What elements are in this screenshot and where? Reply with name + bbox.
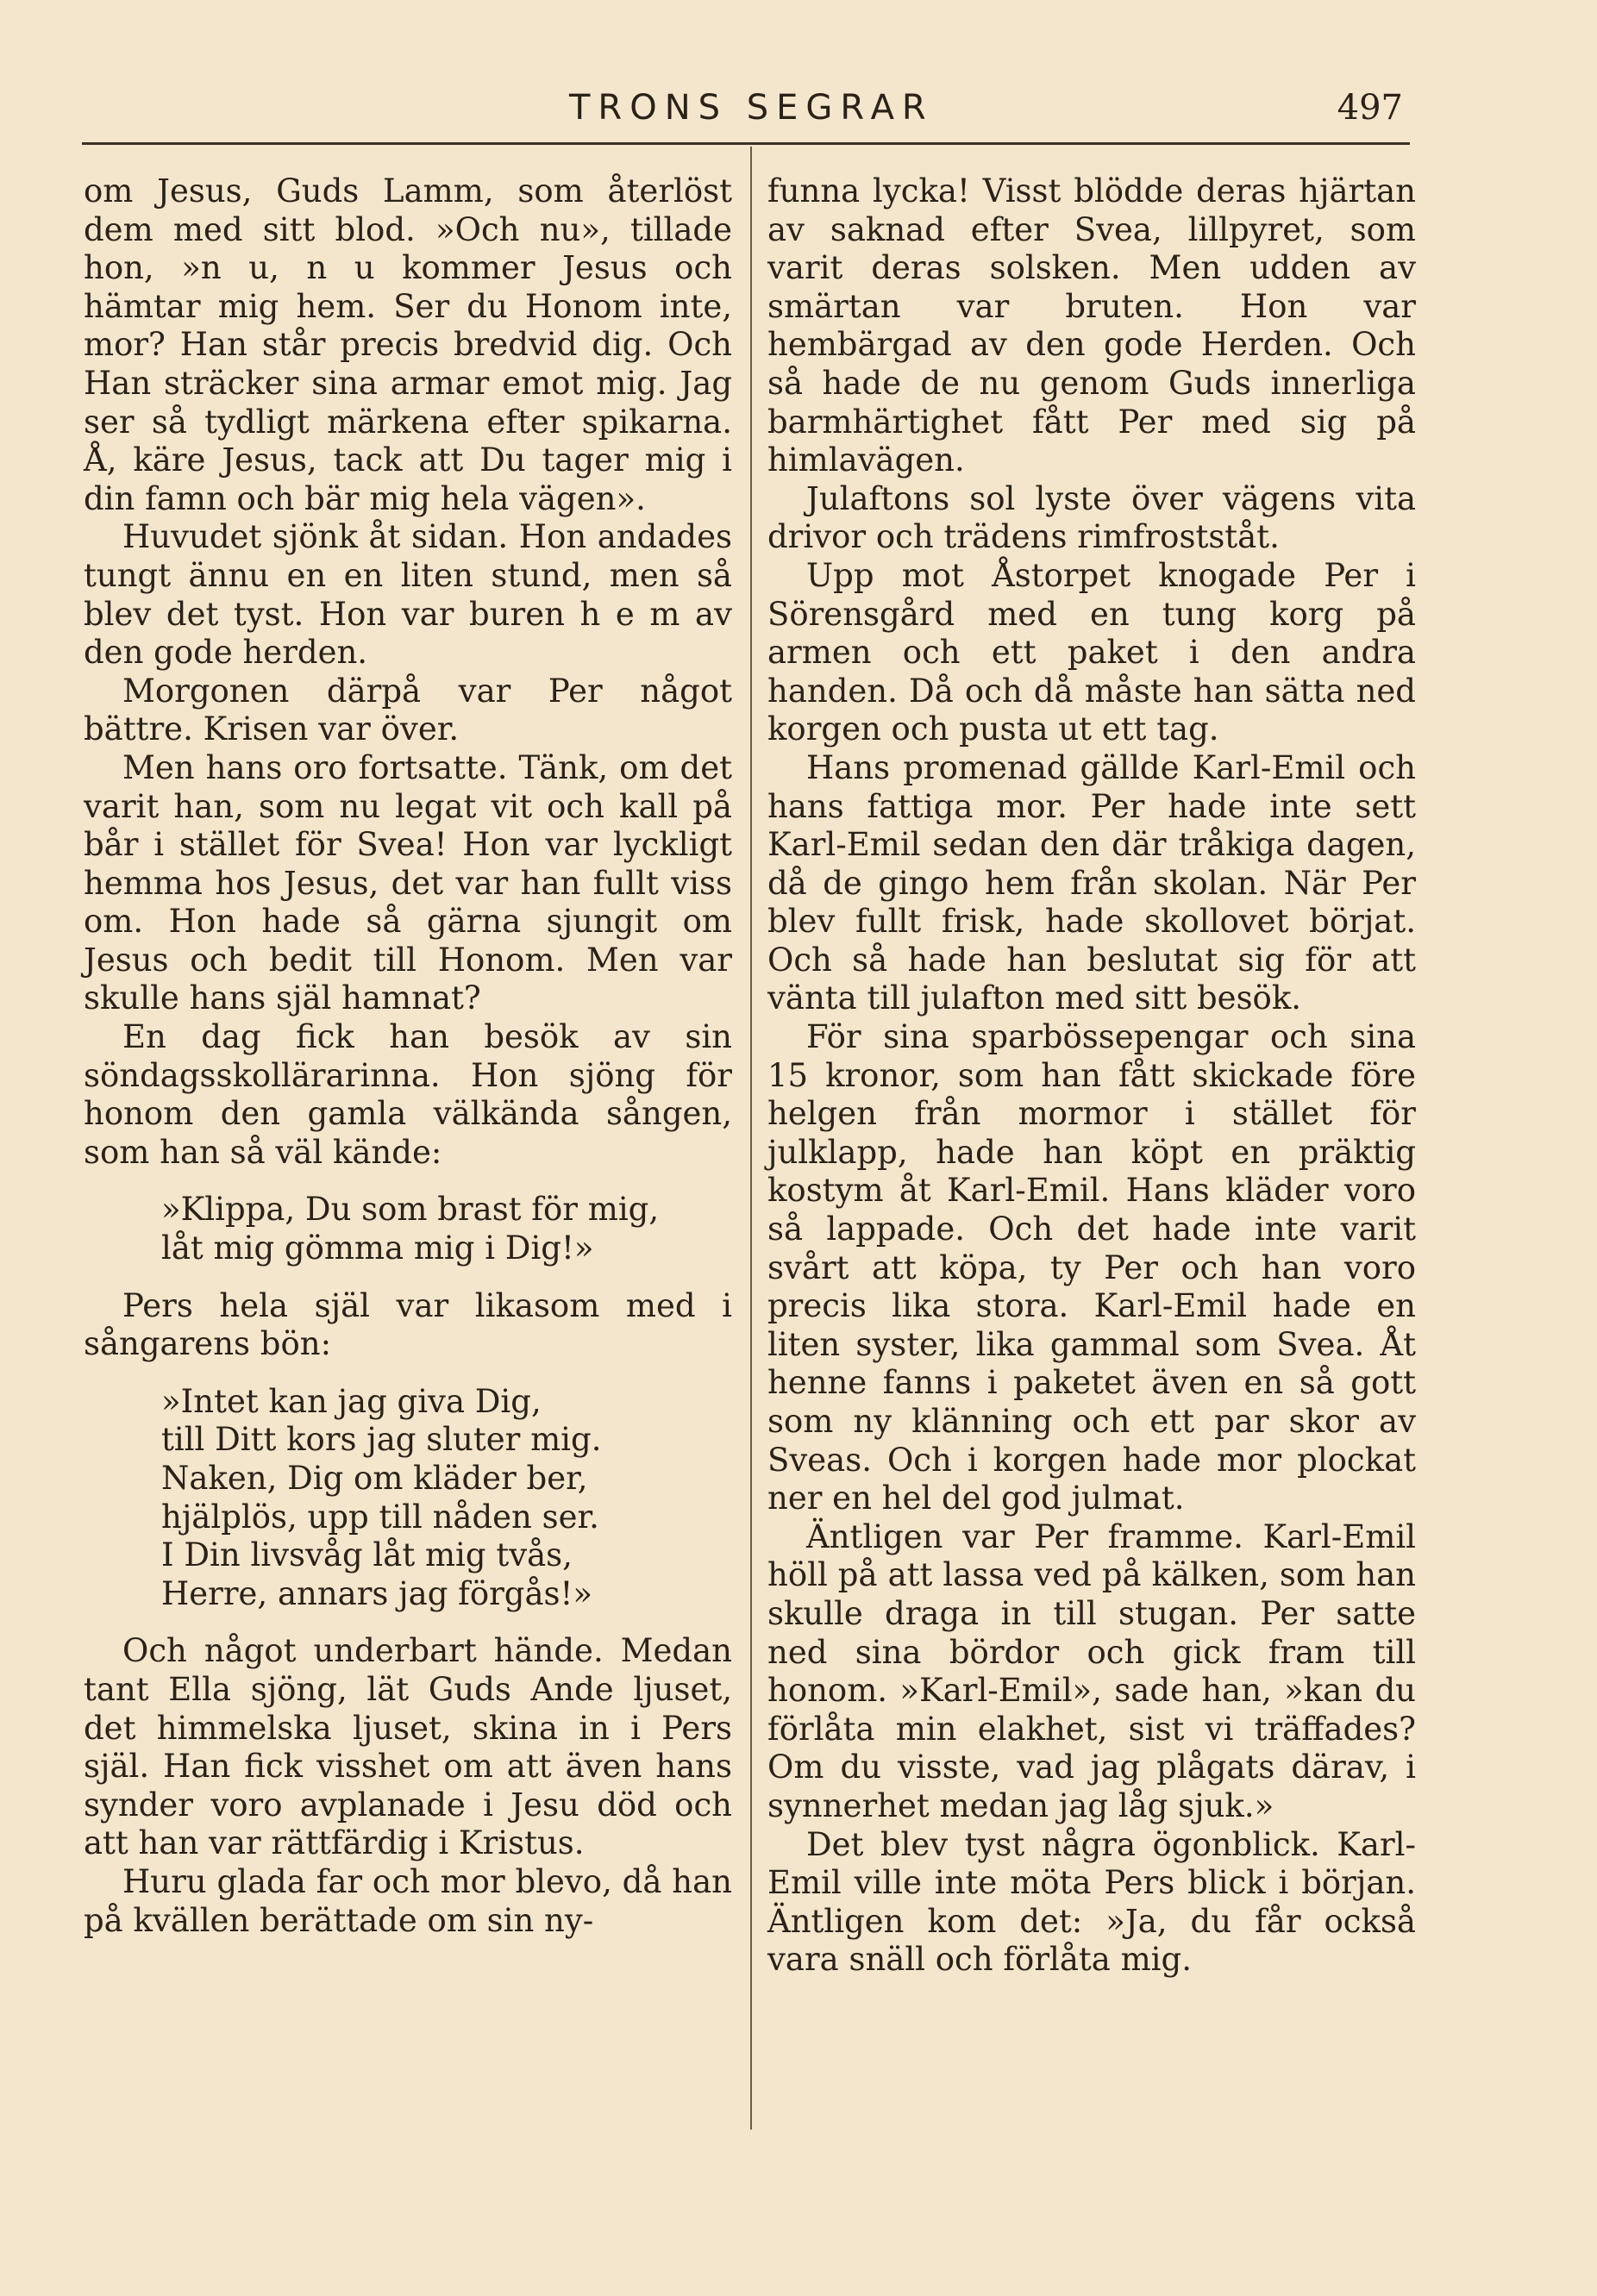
paragraph: Pers hela själ var likasom med i sångarens bön:: [84, 1286, 732, 1363]
verse-line: till Ditt kors jag sluter mig.: [161, 1421, 602, 1459]
header-rule: [82, 142, 1410, 145]
paragraph: För sina sparbössepengar och sina 15 kronor, som han fått skickade före helgen från mormor i stället för julklapp, hade han köpt en präktig kostym åt Karl-Emil. Hans kläder voro så lappade. Och det hade inte varit svårt att köpa, ty Per och han voro precis lika stora. Karl-Emil hade en liten syster, lika gammal som Svea. Åt henne fanns i paketet även en så gott som ny klänning och ett par skor av Sveas. Och i korgen hade mor plockat ner en hel del god julmat.: [767, 1018, 1416, 1517]
paragraph: Julaftons sol lyste över vägens vita drivor och trädens rimfrostståt.: [767, 479, 1416, 556]
hymn-verse-1: [161, 1191, 732, 1267]
paragraph: Det blev tyst några ögonblick. Karl-Emil ville inte möta Pers blick i början. Äntligen kom det: »Ja, du får också vara snäll och förlåta mig.: [767, 1825, 1416, 1979]
right-column: [767, 172, 1416, 1980]
paragraph: Huru glada far och mor blevo, då han på kvällen berättade om sin ny-: [84, 1862, 732, 1939]
verse-line: hjälplös, upp till nåden ser.: [161, 1498, 599, 1536]
paragraph: Huvudet sjönk åt sidan. Hon andades tungt ännu en en liten stund, men så blev det tyst. Hon var buren h e m av den gode herden.: [84, 518, 732, 672]
paragraph: Upp mot Åstorpet knogade Per i Sörensgård med en tung korg på armen och ett paket i den andra handen. Då och då måste han sätta ned korgen och pusta ut ett tag.: [767, 556, 1416, 748]
paragraph: funna lycka! Visst blödde deras hjärtan av saknad efter Svea, lillpyret, som varit deras solsken. Men udden av smärtan var bruten. Hon var hembärgad av den gode Herden. Och så hade de nu genom Guds innerliga barmhärtighet fått Per med sig på himlavägen.: [767, 172, 1416, 479]
page-number: 497: [1337, 88, 1403, 128]
verse-line: »Intet kan jag giva Dig,: [161, 1382, 542, 1420]
verse-line: I Din livsvåg låt mig tvås,: [161, 1536, 573, 1574]
running-title: TRONS SEGRAR: [569, 88, 934, 128]
left-column: [84, 172, 732, 1940]
paragraph: Och något underbart hände. Medan tant Ella sjöng, lät Guds Ande ljuset, det himmelska ljuset, skina in i Pers själ. Han fick visshet om att även hans synder voro avplanade i Jesu död och att han var rättfärdig i Kristus.: [84, 1632, 732, 1862]
hymn-verse-2: [161, 1383, 732, 1614]
running-head: [82, 83, 1410, 135]
verse-line: låt mig gömma mig i Dig!»: [161, 1229, 594, 1267]
verse-line: Herre, annars jag förgås!»: [161, 1574, 593, 1612]
paragraph: Äntligen var Per framme. Karl-Emil höll på att lassa ved på kälken, som han skulle draga in till stugan. Per satte ned sina bördor och gick fram till honom. »Karl-Emil», sade han, »kan du förlåta min elakhet, sist vi träffades? Om du visste, vad jag plågats därav, i synnerhet medan jag låg sjuk.»: [767, 1517, 1416, 1824]
paragraph: Hans promenad gällde Karl-Emil och hans fattiga mor. Per hade inte sett Karl-Emil sedan den där tråkiga dagen, då de gingo hem från skolan. När Per blev fullt frisk, hade skollovet börjat. Och så hade han beslutat sig för att vänta till julafton med sitt besök.: [767, 748, 1416, 1017]
paragraph: Morgonen därpå var Per något bättre. Krisen var över.: [84, 672, 732, 748]
paragraph: om Jesus, Guds Lamm, som återlöst dem med sitt blod. »Och nu», tillade hon, »n u, n u kommer Jesus och hämtar mig hem. Ser du Honom inte, mor? Han står precis bredvid dig. Och Han sträcker sina armar emot mig. Jag ser så tydligt märkena efter spikarna. Å, käre Jesus, tack att Du tager mig i din famn och bär mig hela vägen».: [84, 172, 732, 517]
verse-line: »Klippa, Du som brast för mig,: [161, 1191, 660, 1229]
paragraph: En dag fick han besök av sin söndagsskollärarinna. Hon sjöng för honom den gamla välkända sången, som han så väl kände:: [84, 1018, 732, 1171]
paragraph: Men hans oro fortsatte. Tänk, om det varit han, som nu legat vit och kall på bår i stället för Svea! Hon var lyckligt hemma hos Jesus, det var han fullt viss om. Hon hade så gärna sjungit om Jesus och bedit till Honom. Men var skulle hans själ hamnat?: [84, 748, 732, 1017]
column-divider: [750, 147, 752, 2130]
verse-line: Naken, Dig om kläder ber,: [161, 1460, 588, 1497]
